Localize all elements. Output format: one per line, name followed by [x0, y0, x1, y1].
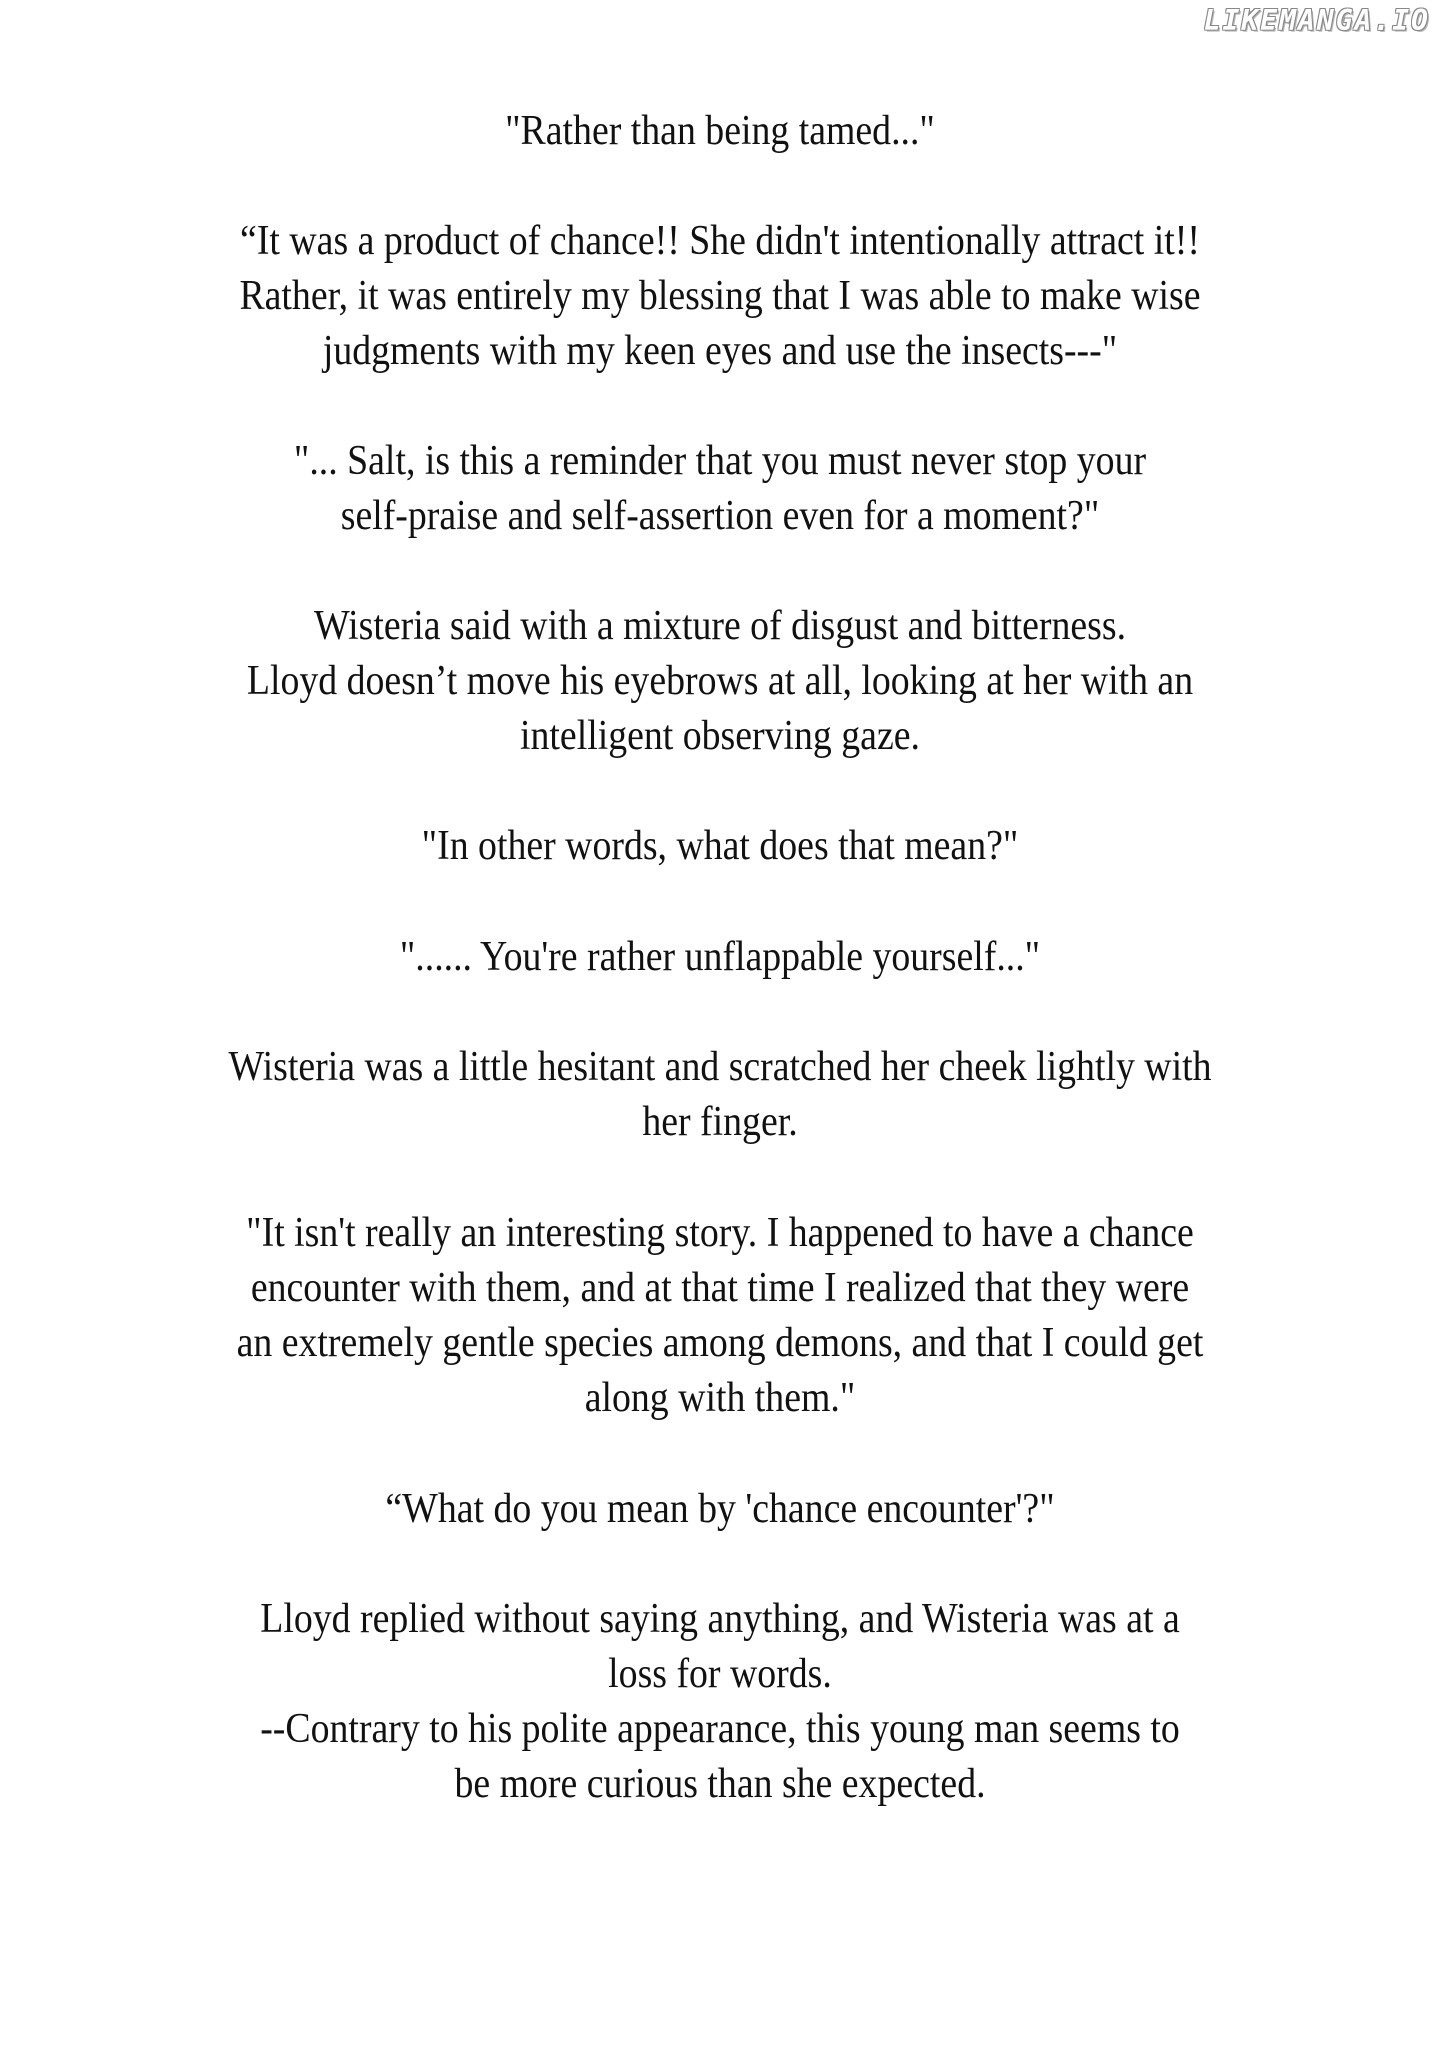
text-line: "In other words, what does that mean?": [421, 823, 1019, 869]
text-line: Rather, it was entirely my blessing that I was able to make wise: [239, 273, 1201, 319]
text-line: an extremely gentle species among demons, and that I could get: [236, 1320, 1204, 1366]
text-line: --Contrary to his polite appearance, this young man seems to: [260, 1706, 1180, 1752]
site-watermark: LIKEMANGA.IO: [1203, 4, 1430, 37]
text-line: Lloyd doesn’t move his eyebrows at all, looking at her with an: [246, 658, 1194, 704]
text-line: self-praise and self-assertion even for a moment?": [340, 493, 1100, 539]
text-line: “What do you mean by 'chance encounter'?": [385, 1486, 1055, 1532]
text-line: be more curious than she expected.: [454, 1761, 986, 1807]
text-line: intelligent observing gaze.: [520, 713, 920, 759]
text-line: loss for words.: [608, 1651, 832, 1697]
text-line: "...... You're rather unflappable yourself...": [399, 934, 1041, 980]
text-line: her finger.: [642, 1099, 798, 1145]
text-line: Lloyd replied without saying anything, and Wisteria was at a: [260, 1596, 1180, 1642]
text-line: along with them.": [584, 1375, 856, 1421]
text-line: encounter with them, and at that time I realized that they were: [250, 1265, 1190, 1311]
text-line: judgments with my keen eyes and use the insects---": [322, 328, 1118, 374]
text-line: “It was a product of chance!! She didn't intentionally attract it!!: [240, 218, 1200, 264]
text-line: "It isn't really an interesting story. I happened to have a chance: [246, 1210, 1194, 1256]
text-line: Wisteria was a little hesitant and scratched her cheek lightly with: [228, 1044, 1212, 1090]
text-line: "Rather than being tamed...": [505, 108, 935, 154]
text-line: Wisteria said with a mixture of disgust and bitterness.: [313, 603, 1127, 649]
text-line: "... Salt, is this a reminder that you must never stop your: [293, 438, 1147, 484]
